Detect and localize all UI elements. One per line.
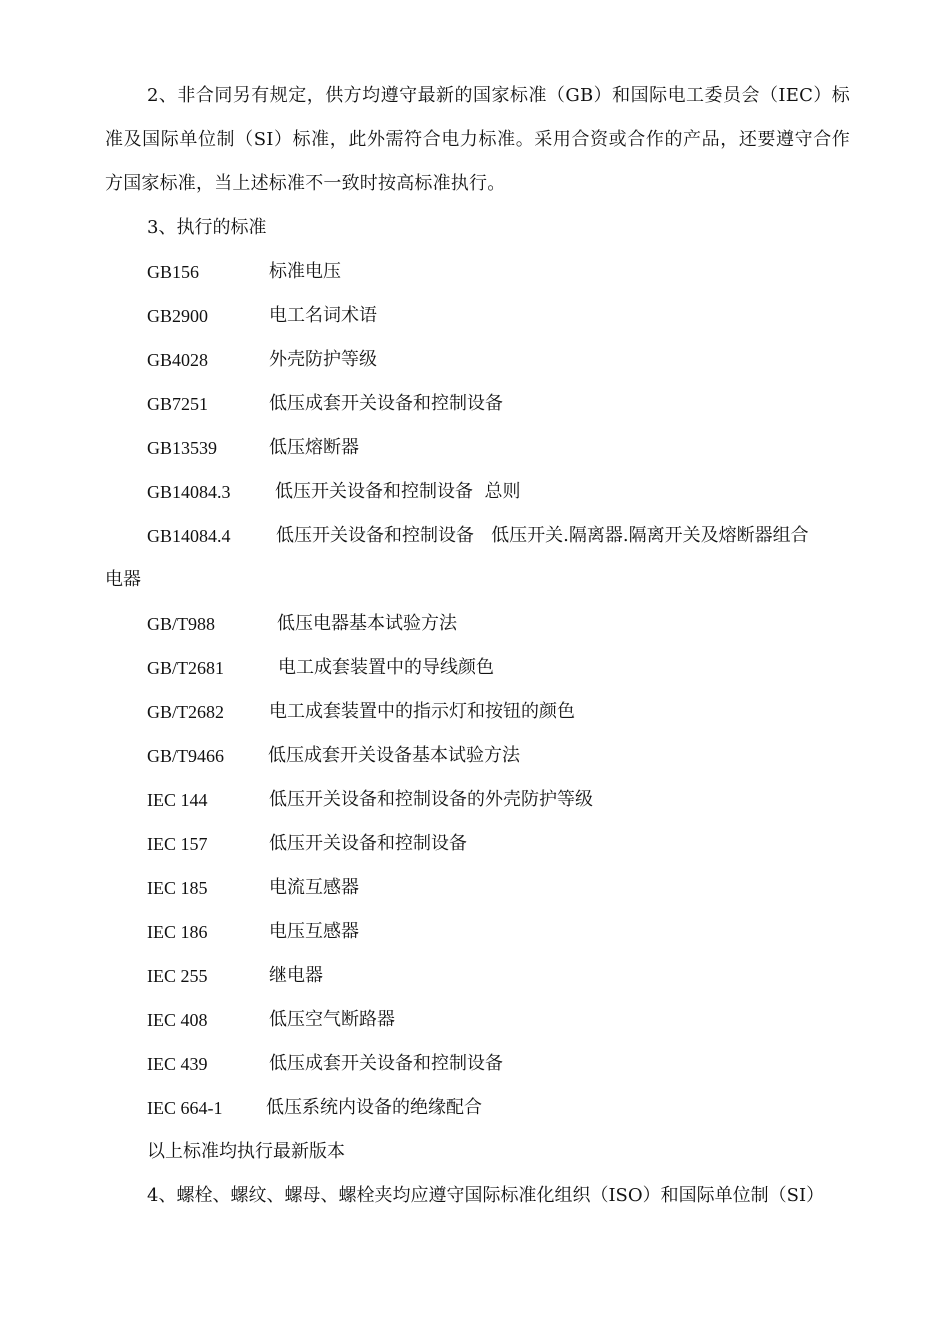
standard-title: 电工名词术语 — [269, 305, 377, 326]
standard-title: 低压熔断器 — [269, 437, 359, 458]
standard-title: 低压开关设备和控制设备 — [269, 833, 467, 854]
standard-code: IEC 439 — [147, 1054, 208, 1074]
standard-code: IEC 144 — [147, 790, 208, 810]
standard-code: GB/T2681 — [147, 658, 225, 678]
standard-title: 低压成套开关设备和控制设备 — [269, 393, 503, 414]
standard-code: GB/T988 — [147, 614, 216, 634]
standard-title: 低压开关设备和控制设备 总则 — [275, 481, 521, 502]
standards-note: 以上标准均执行最新版本 — [147, 1141, 345, 1162]
paragraph-4: 4、螺栓、螺纹、螺母、螺栓夹均应遵守国际标准化组织（ISO）和国际单位制（SI） — [147, 1185, 825, 1206]
standard-code: GB156 — [147, 262, 200, 282]
standard-code: GB/T9466 — [147, 746, 225, 766]
standard-code: IEC 186 — [147, 922, 208, 942]
standard-title: 继电器 — [269, 965, 323, 986]
standard-title: 低压系统内设备的绝缘配合 — [266, 1097, 482, 1118]
standard-code: IEC 185 — [147, 878, 208, 898]
standard-code: GB14084.3 — [147, 482, 231, 502]
standard-title: 低压电器基本试验方法 — [277, 613, 457, 634]
standard-code: GB/T2682 — [147, 702, 225, 722]
standard-code: IEC 157 — [147, 834, 208, 854]
section-heading-standards: 3、执行的标准 — [147, 217, 267, 238]
standard-title: 低压开关设备和控制设备 低压开关.隔离器.隔离开关及熔断器组合 — [276, 525, 809, 546]
standard-code: IEC 664-1 — [147, 1098, 223, 1118]
standard-title: 低压开关设备和控制设备的外壳防护等级 — [269, 789, 593, 810]
standard-code: GB13539 — [147, 438, 218, 458]
standard-title: 电流互感器 — [269, 877, 359, 898]
standard-code: IEC 408 — [147, 1010, 208, 1030]
standard-title: 低压成套开关设备基本试验方法 — [268, 745, 520, 766]
paragraph-2: 2、非合同另有规定，供方均遵守最新的国家标准（GB）和国际电工委员会（IEC）标准及国际单位制（SI）标准，此外需符合电力标准。采用合资或合作的产品，还要遵守合作方国家标准，当上述标准不一致时按高标准执行。 — [105, 85, 850, 194]
standard-title: 低压成套开关设备和控制设备 — [269, 1053, 503, 1074]
standard-code: GB7251 — [147, 394, 209, 414]
standard-title: 外壳防护等级 — [269, 349, 377, 370]
standard-title: 电工成套装置中的导线颜色 — [278, 657, 494, 678]
standard-code: IEC 255 — [147, 966, 208, 986]
standard-code: GB2900 — [147, 306, 209, 326]
standard-code: GB14084.4 — [147, 526, 231, 546]
standard-title: 低压空气断路器 — [269, 1009, 395, 1030]
standard-title: 电压互感器 — [269, 921, 359, 942]
standard-code: GB4028 — [147, 350, 209, 370]
standard-title: 标准电压 — [269, 261, 341, 282]
standard-title: 电工成套装置中的指示灯和按钮的颜色 — [269, 701, 575, 722]
standard-title-continuation: 电器 — [105, 569, 141, 590]
